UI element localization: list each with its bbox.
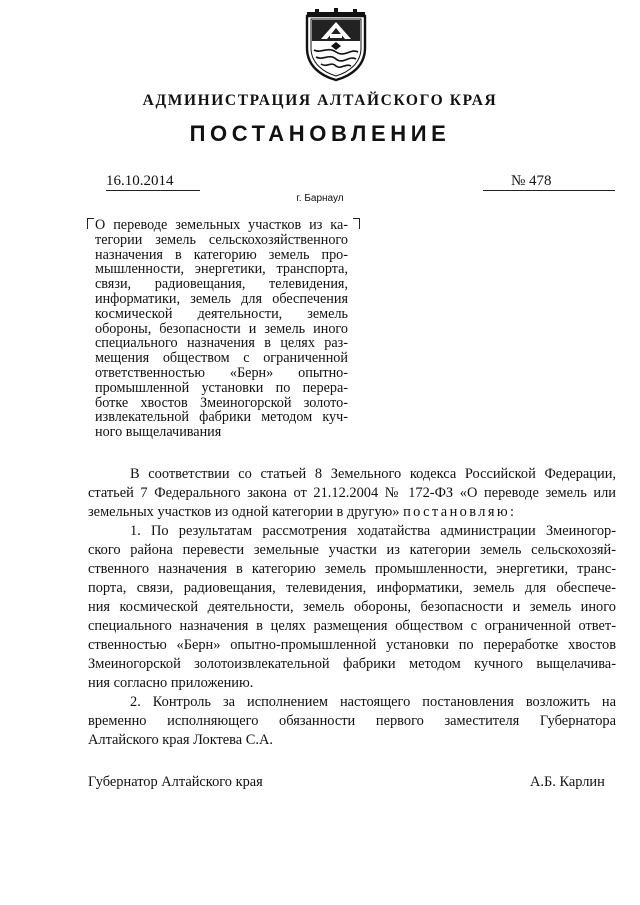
item1-line: порта, связи, радиовещания, телевидения, информатики, земель для обеспече-	[88, 580, 616, 596]
document-subject	[95, 218, 348, 440]
item1-line: ственного назначения в категорию земель промышленности, энергетики, транс-	[88, 561, 616, 577]
preamble-line: земельных участков из одной категории в другую» постановляю:	[88, 504, 517, 520]
subject-line: мещения обществом с ограниченной	[95, 350, 348, 367]
item1-line: 1. По результатам рассмотрения ходатайства администрации Змеиногор-	[130, 523, 616, 539]
item1-line: ского района перевести земельные участки из категории земель сельскохозяй-	[88, 542, 616, 558]
subject-bracket-left	[87, 218, 94, 229]
preamble-line: В соответствии со статьей 8 Земельного кодекса Российской Федерации,	[130, 466, 616, 482]
organization-name: АДМИНИСТРАЦИЯ АЛТАЙСКОГО КРАЯ	[142, 92, 498, 109]
item1-line: Змеиногорской золотоизвлекательной фабрики методом кучного выщелачива-	[88, 656, 616, 672]
subject-line: О переводе земельных участков из ка-	[95, 217, 348, 233]
signatory-name: А.Б. Карлин	[530, 774, 605, 790]
subject-line: назначения в категорию земель про-	[95, 246, 348, 263]
item2-line: Алтайского края Локтева С.А.	[88, 732, 273, 748]
item1-line: ния согласно приложению.	[88, 675, 254, 691]
subject-line: специального назначения в целях раз-	[95, 335, 348, 352]
item2-line: 2. Контроль за исполнением настоящего постановления возложить на	[130, 694, 616, 710]
document-type-title: ПОСТАНОВЛЕНИЕ	[189, 121, 451, 146]
subject-line: промышленной установки по перера-	[95, 379, 348, 396]
subject-line: космической деятельности, земель	[95, 305, 348, 322]
subject-line: извлекательной фабрики методом куч-	[95, 409, 348, 426]
subject-bracket-right	[353, 218, 360, 229]
item1-line: ния космической деятельности, земель обороны, безопасности и земель иного	[88, 599, 616, 615]
subject-line: ботке хвостов Змеиногорской золото-	[95, 394, 348, 411]
document-date: 16.10.2014	[106, 173, 200, 191]
document-body	[88, 465, 616, 750]
item1-line: специального назначения в целях размещения обществом с ограниченной ответ-	[88, 618, 616, 634]
altai-krai-coat-of-arms-icon	[301, 8, 371, 82]
decree-word: постановляю:	[403, 504, 517, 520]
item2-line: временно исполняющего обязанности первого заместителя Губернатора	[88, 713, 616, 729]
document-city: г. Барнаул	[296, 193, 344, 204]
subject-line: информатики, земель для обеспечения	[95, 290, 348, 307]
subject-line: тегории земель сельскохозяйственного	[95, 231, 348, 248]
subject-line: ответственностью «Берн» опытно-	[95, 364, 348, 381]
subject-line: мышленности, энергетики, транспорта,	[95, 261, 348, 278]
subject-line: связи, радиовещания, телевидения,	[95, 276, 348, 293]
subject-line: ного выщелачивания	[95, 424, 222, 441]
subject-line: обороны, безопасности и земель иного	[95, 320, 348, 337]
signatory-title: Губернатор Алтайского края	[88, 774, 263, 790]
item1-line: ственностью «Берн» опытно-промышленной установки по переработке хвостов	[88, 637, 616, 653]
preamble-line: статьей 7 Федерального закона от 21.12.2004 № 172-ФЗ «О переводе земель или	[88, 485, 616, 501]
document-number: № 478	[483, 173, 615, 191]
